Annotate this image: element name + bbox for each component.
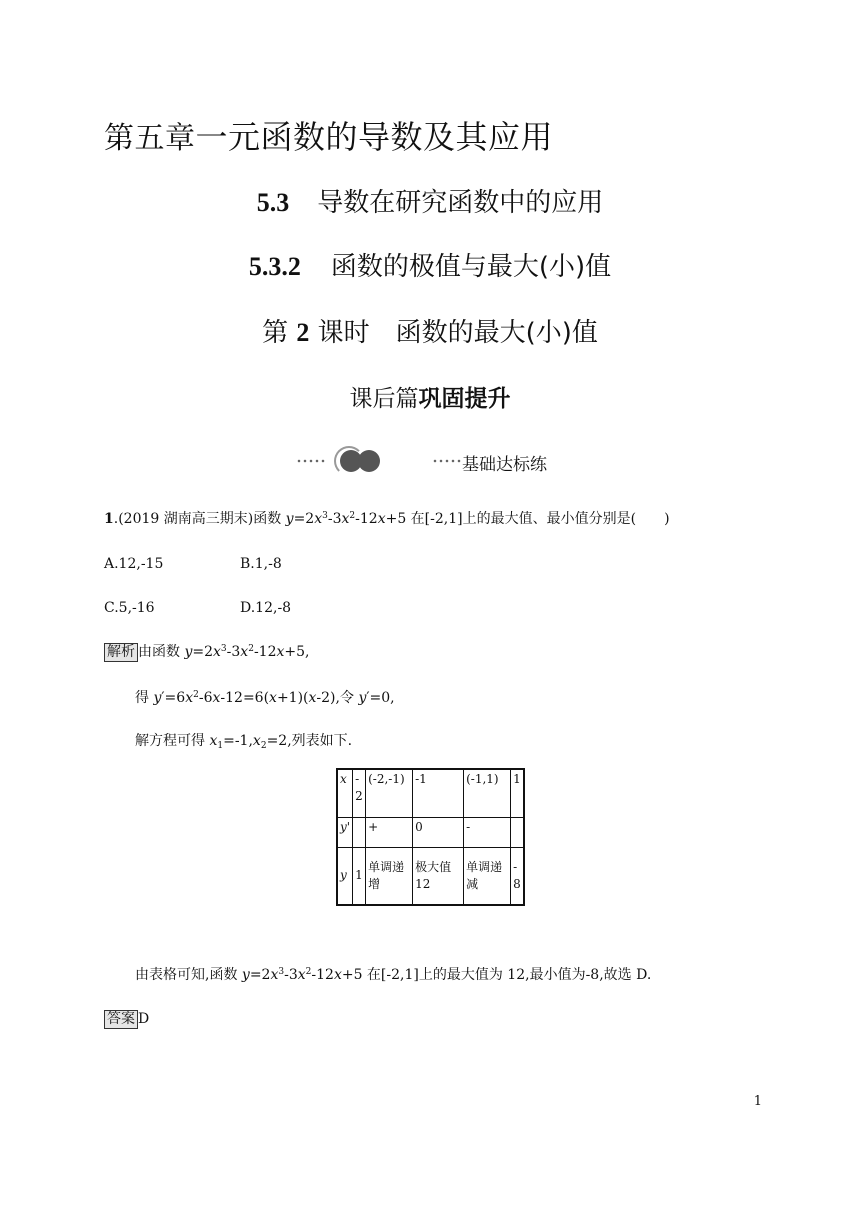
lesson-title — [0, 312, 860, 349]
variation-table — [336, 768, 525, 906]
chapter-label: 第五章 — [104, 121, 196, 156]
lesson-prefix: 第 — [262, 318, 289, 348]
option-b: B.1,-8 — [240, 556, 282, 572]
table-cell: -8 — [511, 847, 525, 905]
problem-stem: 1.(2019 湖南高三期末)函数 $y=2x^3-3x^2-12x+5$ 在[-2,1]上的最大值、最小值分别是( ) — [104, 511, 670, 527]
table-cell: -2 — [353, 769, 366, 817]
solution-line-1: 解析 由函数 $y=2x^3-3x^2-12x+5$, — [104, 642, 309, 662]
section-title — [0, 182, 860, 219]
table-cell: 极大值 12 — [413, 847, 464, 905]
table-row — [337, 847, 524, 905]
table-cell: - — [464, 817, 511, 847]
practice-heading — [0, 380, 860, 413]
solution-line-3-suffix: ,列表如下. — [287, 733, 353, 749]
solution-line-3-prefix: 解方程可得 — [135, 733, 210, 749]
table-cell: x — [337, 769, 353, 817]
level-banner — [296, 446, 596, 476]
option-d: D.12,-8 — [240, 600, 292, 616]
table-cell: -1 — [413, 769, 464, 817]
table-cell: 单调递减 — [464, 847, 511, 905]
problem-source: .(2019 湖南高三期末)函数 — [113, 511, 286, 527]
table-cell: + — [366, 817, 413, 847]
table-row — [337, 769, 524, 817]
solution-line-1-prefix: 由函数 — [138, 644, 185, 660]
option-c: C.5,-16 — [104, 600, 155, 616]
problem-number: 1 — [104, 511, 114, 527]
solution-line-3: 解方程可得 $x_1=-1,x_2=2$,列表如下. — [135, 733, 353, 751]
page-number: 1 — [753, 1094, 762, 1109]
chapter-name: 一元函数的导数及其应用 — [195, 118, 554, 156]
dots-left-decoration — [296, 459, 326, 463]
subsection-number: 5.3.2 — [248, 252, 301, 281]
subsection-name: 函数的极值与最大(小)值 — [330, 252, 612, 282]
subsection-title — [0, 246, 860, 283]
lesson-number: 2 — [296, 318, 310, 347]
practice-heading-bold: 巩固提升 — [418, 386, 511, 412]
answer-tag: 答案 — [104, 1010, 138, 1029]
lesson-name: 课时 函数的最大(小)值 — [317, 318, 598, 348]
table-cell: y — [337, 847, 353, 905]
chapter-title — [104, 112, 553, 158]
table-cell: (-1,1) — [464, 769, 511, 817]
option-a: A.12,-15 — [104, 556, 164, 572]
solution-line-2: 得 $y'=6x^2-6x-12=6(x+1)(x-2)$,令 y′=0, — [135, 690, 395, 706]
solution-line-2-mid: =6( — [242, 690, 270, 706]
answer-value: D — [138, 1011, 150, 1027]
section-name: 导数在研究函数中的应用 — [317, 188, 604, 218]
table-cell: (-2,-1) — [366, 769, 413, 817]
table-cell — [353, 817, 366, 847]
table-cell: 1 — [511, 769, 525, 817]
practice-heading-plain: 课后篇 — [349, 386, 419, 412]
problem-stem-end: 在[-2,1]上的最大值、最小值分别是( ) — [406, 511, 670, 527]
answer-line — [104, 1009, 149, 1029]
conclusion-suffix: 在[-2,1]上的最大值为 12,最小值为-8,故选 D. — [362, 967, 652, 983]
solution-conclusion: 由表格可知,函数 $y=2x^3-3x^2-12x+5$ 在[-2,1]上的最大值为 12,最小值为-8,故选 D. — [135, 967, 652, 983]
table-cell: y' — [337, 817, 353, 847]
table-cell: 单调递增 — [366, 847, 413, 905]
solution-line-2-prefix: 得 — [135, 690, 154, 706]
table-cell: 0 — [413, 817, 464, 847]
table-cell — [511, 817, 525, 847]
conclusion-prefix: 由表格可知,函数 — [135, 967, 242, 983]
circle-icon-right — [358, 450, 380, 472]
dots-right-decoration — [432, 459, 462, 463]
table-cell: 1 — [353, 847, 366, 905]
banner-label: 基础达标练 — [462, 455, 547, 475]
section-number: 5.3 — [256, 188, 290, 217]
table-row — [337, 817, 524, 847]
solution-tag: 解析 — [104, 643, 138, 662]
solution-line-2-suffix: ,令 — [335, 690, 359, 706]
